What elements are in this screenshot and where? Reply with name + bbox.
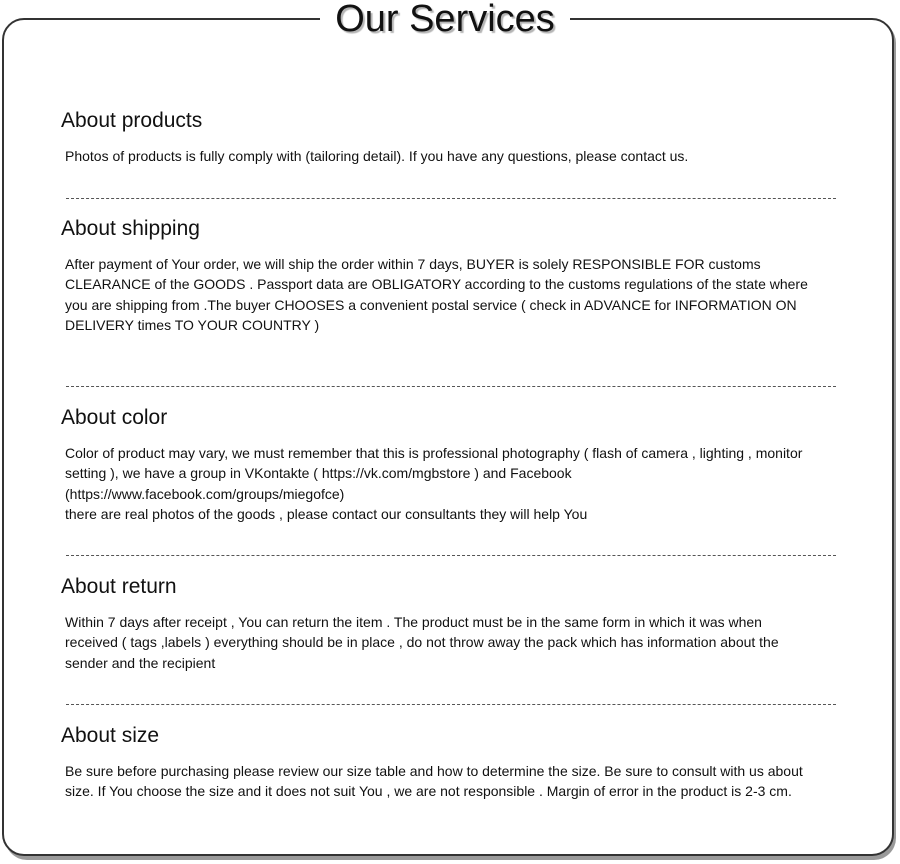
section-text-products: Photos of products is fully comply with (tailoring detail). If you have any questions, please contact us. <box>65 148 689 164</box>
title-container <box>320 0 570 40</box>
section-divider <box>66 555 836 556</box>
section-text-color: Color of product may vary, we must remember that this is professional photography ( flash of camera , lighting , monitor setting ), we have a group in VKontakte ( https://vk.com/mgbstore ) and Facebook (https://www.facebook.com/groups/miegofce) there are real photos of the goods , please contact our consultants they will help You <box>65 445 803 522</box>
section-divider <box>66 198 836 199</box>
section-heading-products: About products <box>61 109 203 132</box>
section-heading-return: About return <box>61 575 177 598</box>
section-divider <box>66 704 836 705</box>
section-heading-size: About size <box>61 724 160 747</box>
section-text-shipping: After payment of Your order, we will ship the order within 7 days, BUYER is solely RESPONSIBLE FOR customs CLEARANCE of the GOODS . Passport data are OBLIGATORY according to the customs regulations of the state where you are shipping from .The buyer CHOOSES a convenient postal service ( check in ADVANCE for INFORMATION ON DELIVERY times TO YOUR COUNTRY ) <box>65 256 808 333</box>
section-heading-color: About color <box>61 406 168 429</box>
section-text-size: Be sure before purchasing please review our size table and how to determine the size. Be sure to consult with us about size. If You choose the size and it does not suit You , we are not responsible . Margin of error in the product is 2-3 cm. <box>65 763 803 800</box>
section-heading-shipping: About shipping <box>61 217 200 240</box>
page-title: Our Services <box>335 0 555 40</box>
section-divider <box>66 386 836 387</box>
section-text-return: Within 7 days after receipt , You can return the item . The product must be in the same form in which it was when received ( tags ,labels ) everything should be in place , do not throw away the pack which has information about the sender and the recipient <box>65 614 779 671</box>
